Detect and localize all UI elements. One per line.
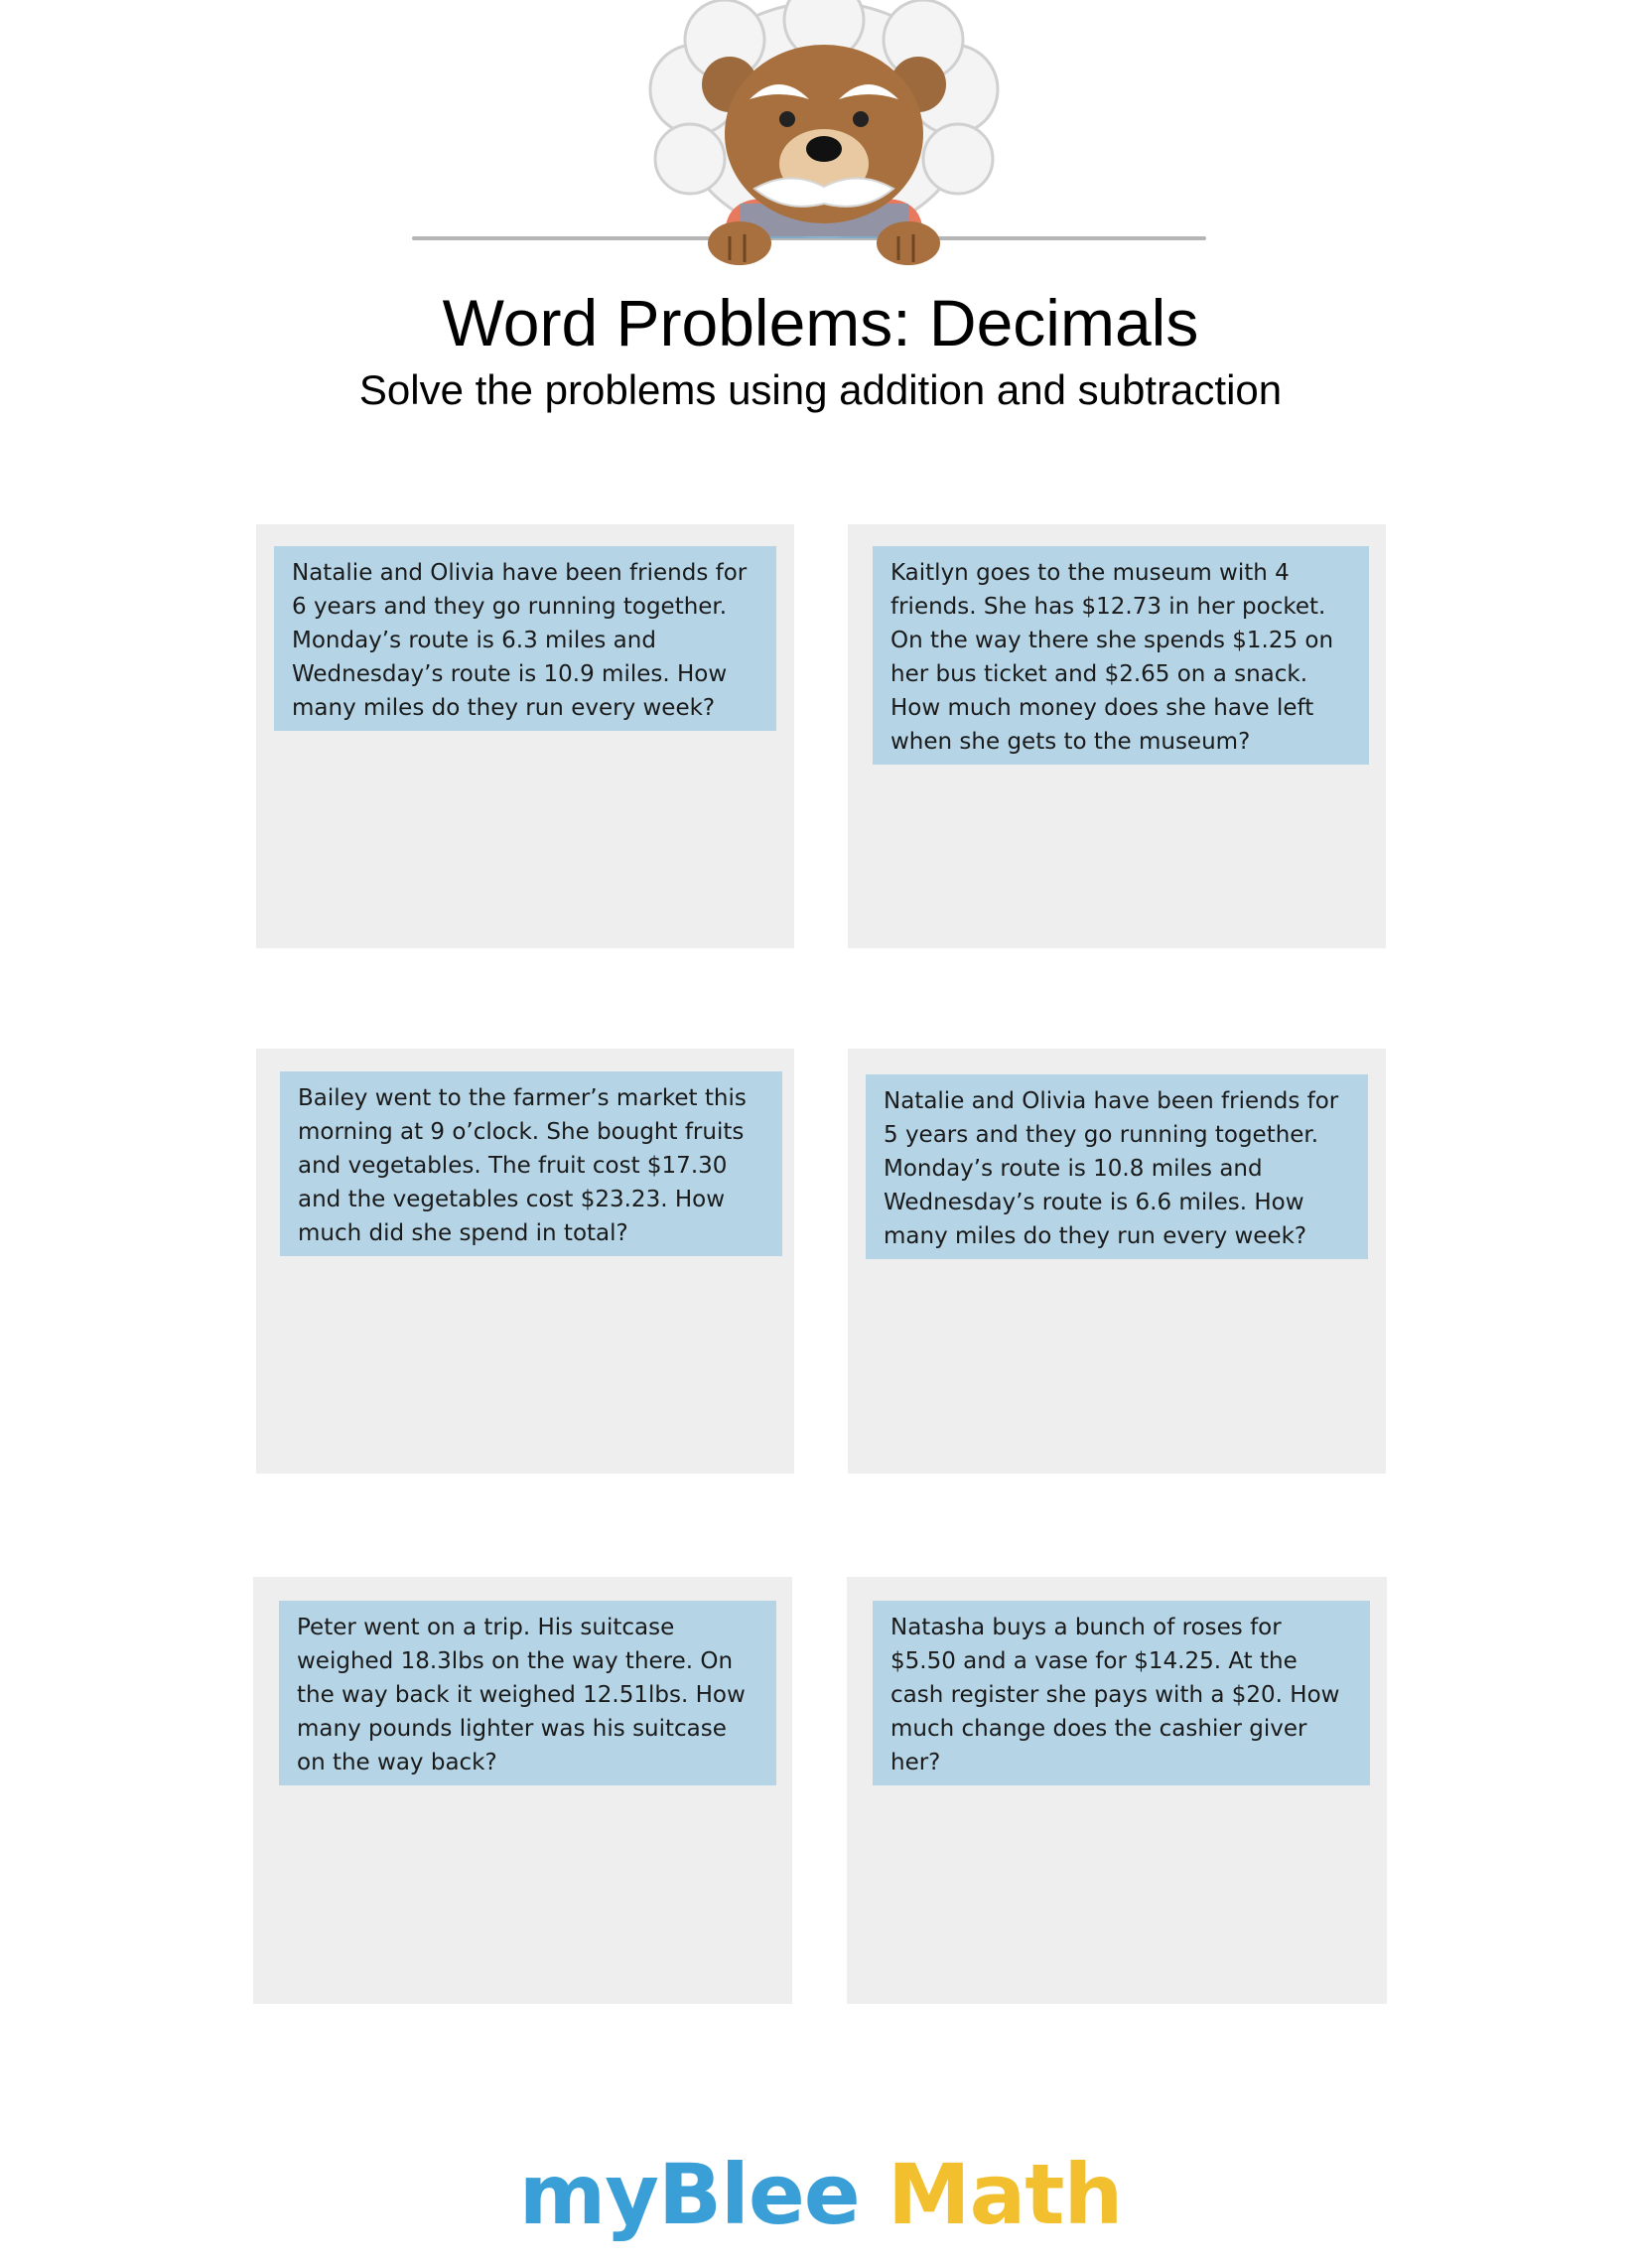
problem-prompt-2: Kaitlyn goes to the museum with 4 friends. She has $12.73 in her pocket. On the way there she spends $1.25 on her bus ticket and $2.65 on a snack. How much money does she have left when she gets to the museum? [873,546,1369,765]
bear-mascot-icon [397,0,1251,278]
brand-logo-part1: myBlee [518,2146,860,2243]
brand-logo [0,2145,1641,2244]
page-title: Word Problems: Decimals [442,286,1199,359]
brand-logo-part2: Math [888,2146,1123,2243]
problem-prompt-4: Natalie and Olivia have been friends for 5 years and they go running together. Monday’s route is 10.8 miles and Wednesday’s route is 6.6 miles. How many miles do they run every week? [866,1074,1368,1259]
page-subtitle: Solve the problems using addition and subtraction [358,366,1283,413]
problem-prompt-6: Natasha buys a bunch of roses for $5.50 and a vase for $14.25. At the cash register she pays with a $20. How much change does the cashier giver her? [873,1601,1370,1785]
problem-prompt-3: Bailey went to the farmer’s market this morning at 9 o’clock. She bought fruits and vegetables. The fruit cost $17.30 and the vegetables cost $23.23. How much did she spend in total? [280,1071,782,1256]
problem-prompt-5: Peter went on a trip. His suitcase weighed 18.3lbs on the way there. On the way back it weighed 12.51lbs. How many pounds lighter was his suitcase on the way back? [279,1601,776,1785]
problem-prompt-1: Natalie and Olivia have been friends for 6 years and they go running together. Monday’s route is 6.3 miles and Wednesday’s route is 10.9 miles. How many miles do they run every week? [274,546,776,731]
